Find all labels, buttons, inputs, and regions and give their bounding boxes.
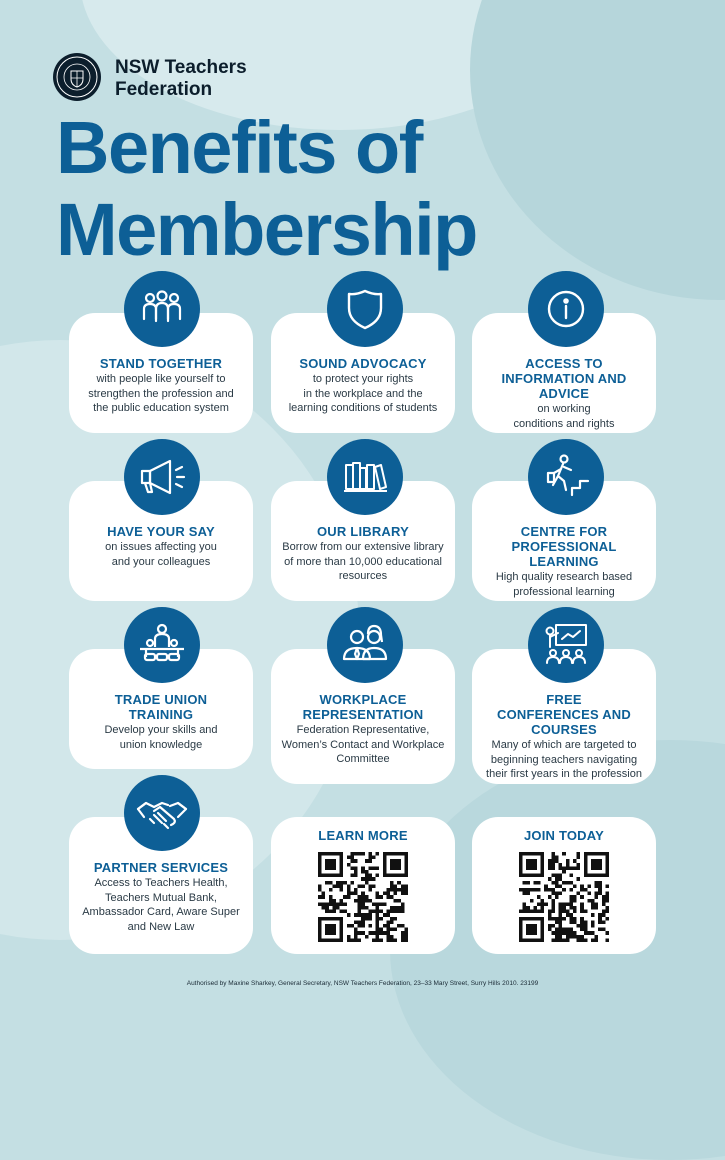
- card-desc-line: Develop your skills and: [104, 724, 218, 736]
- card-description: [482, 738, 646, 782]
- card-desc-line: the public education system: [93, 402, 229, 414]
- card-desc-line: on issues affecting you: [105, 541, 217, 553]
- group-icon: [124, 271, 200, 347]
- card-desc-line: conditions and rights: [513, 417, 615, 430]
- card-desc-line: strengthen the profession and: [88, 387, 234, 400]
- card-title: HAVE YOUR SAY: [107, 524, 215, 539]
- card-desc-line: and your colleagues: [111, 555, 211, 568]
- books-icon-badge: [327, 439, 403, 515]
- card-description: [79, 876, 243, 934]
- info-icon-badge: [528, 271, 604, 347]
- megaphone-icon: [124, 439, 200, 515]
- card-title: JOIN TODAY: [523, 828, 605, 843]
- learn-more-card[interactable]: [271, 817, 455, 954]
- card-title: STAND TOGETHER: [99, 356, 223, 371]
- card-title: CENTRE FOR PROFESSIONAL LEARNING: [511, 524, 617, 569]
- footer-authorisation: Authorised by Maxine Sharkey, General Secretary, NSW Teachers Federation, 23–33 Mary Street, Surry Hills 2010. 23199: [186, 980, 539, 987]
- training-icon-badge: [124, 607, 200, 683]
- card-title: TRADE UNION TRAINING: [114, 692, 208, 722]
- card-desc-line: on working: [537, 403, 591, 415]
- qr-code-icon[interactable]: [519, 852, 609, 942]
- card-title: OUR LIBRARY: [317, 524, 409, 539]
- card-description: [482, 570, 646, 599]
- card-desc-line: Committee: [336, 753, 390, 765]
- card-desc-line: of more than 10,000 educational: [284, 555, 442, 568]
- presentation-icon-badge: [528, 607, 604, 683]
- card-desc-line: union knowledge: [119, 738, 203, 751]
- handshake-icon: [124, 775, 200, 851]
- organisation-name: [115, 57, 315, 101]
- shield-icon-badge: [327, 271, 403, 347]
- organisation-name-line2: Federation: [115, 79, 213, 100]
- card-desc-line: learning conditions of students: [288, 402, 438, 414]
- representatives-icon: [327, 607, 403, 683]
- title-line1: Benefits of: [56, 106, 422, 189]
- card-title: WORKPLACE REPRESENTATION: [302, 692, 424, 722]
- card-desc-line: in the workplace and the: [303, 387, 423, 400]
- card-desc-line: professional learning: [513, 585, 615, 598]
- card-desc-line: Many of which are targeted to: [491, 739, 637, 751]
- card-description: [482, 402, 646, 431]
- card-desc-line: their first years in the profession: [486, 768, 642, 780]
- card-description: [281, 372, 445, 416]
- card-desc-line: and New Law: [127, 920, 195, 933]
- card-description: [79, 723, 243, 752]
- card-desc-line: Access to Teachers Health,: [94, 877, 228, 889]
- title-line2: Membership: [56, 188, 477, 271]
- card-description: [79, 540, 243, 569]
- card-desc-line: Borrow from our extensive library: [282, 541, 444, 553]
- card-desc-line: with people like yourself to: [96, 373, 226, 385]
- card-desc-line: resources: [338, 570, 388, 582]
- shield-icon: [327, 271, 403, 347]
- handshake-icon-badge: [124, 775, 200, 851]
- card-desc-line: Women’s Contact and Workplace: [281, 738, 445, 751]
- card-description: [281, 540, 445, 584]
- card-desc-line: Ambassador Card, Aware Super: [82, 906, 240, 918]
- books-icon: [327, 439, 403, 515]
- climbing-stairs-icon-badge: [528, 439, 604, 515]
- card-description: [79, 372, 243, 416]
- presentation-icon: [528, 607, 604, 683]
- card-desc-line: Federation Representative,: [296, 724, 430, 736]
- card-desc-line: Teachers Mutual Bank,: [105, 891, 217, 904]
- page-title: [56, 107, 477, 271]
- card-description: [281, 723, 445, 767]
- info-icon: [528, 271, 604, 347]
- card-title: SOUND ADVOCACY: [299, 356, 427, 371]
- join-today-card[interactable]: [472, 817, 656, 954]
- card-desc-line: High quality research based: [495, 571, 633, 583]
- federation-logo-icon: [52, 52, 102, 102]
- qr-code-icon[interactable]: [318, 852, 408, 942]
- card-title: ACCESS TO INFORMATION AND ADVICE: [501, 356, 627, 401]
- card-desc-line: to protect your rights: [312, 373, 414, 385]
- card-desc-line: beginning teachers navigating: [490, 753, 638, 766]
- training-icon: [124, 607, 200, 683]
- card-title: PARTNER SERVICES: [93, 860, 229, 875]
- megaphone-icon-badge: [124, 439, 200, 515]
- group-icon-badge: [124, 271, 200, 347]
- card-title: LEARN MORE: [318, 828, 408, 843]
- card-title: FREE CONFERENCES AND COURSES: [497, 692, 631, 737]
- background-shape: [470, 0, 725, 300]
- organisation-name-line1: NSW Teachers: [115, 57, 247, 78]
- climbing-stairs-icon: [528, 439, 604, 515]
- representatives-icon-badge: [327, 607, 403, 683]
